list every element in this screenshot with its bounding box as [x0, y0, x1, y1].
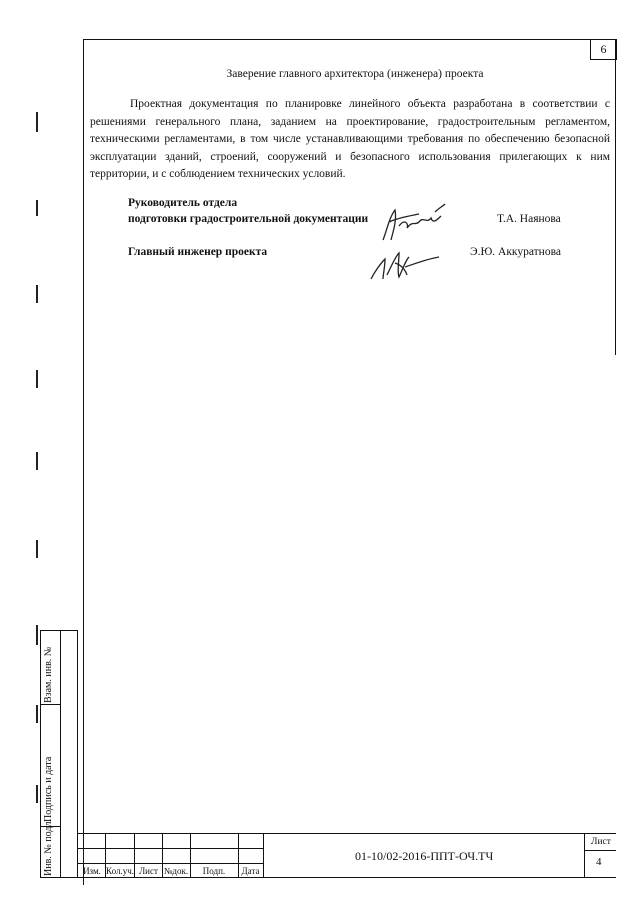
col-kolvo: Кол.уч.: [106, 866, 134, 876]
frame-gap: [614, 355, 618, 895]
signature-1: [375, 200, 455, 248]
signature-2: [365, 245, 445, 285]
binding-mark: [36, 785, 38, 803]
page-number: 6: [590, 39, 617, 60]
doc-code: 01-10/02-2016-ППТ-ОЧ.ТЧ: [355, 849, 494, 863]
role1-line2: подготовки градостроительной документации: [128, 213, 369, 225]
col-ndok: №док.: [163, 866, 189, 876]
document-title: Заверение главного архитектора (инженера) проекта: [226, 68, 484, 80]
name1: Т.А. Наянова: [497, 213, 561, 225]
col-podp: Подп.: [202, 866, 226, 876]
binding-mark: [36, 452, 38, 470]
side-label-vzam: Взам. инв. №: [43, 646, 54, 703]
binding-mark: [36, 200, 38, 216]
binding-mark: [36, 112, 38, 132]
binding-mark: [36, 625, 38, 645]
col-list: Лист: [139, 866, 158, 876]
role2: Главный инженер проекта: [128, 246, 268, 258]
side-label-inv: Инв. № подл.: [43, 819, 54, 876]
binding-mark: [36, 370, 38, 388]
sheet-label: Лист: [591, 837, 611, 847]
sheet-number: 4: [596, 856, 602, 868]
binding-mark: [36, 285, 38, 303]
body-paragraph: Проектная документация по планировке линейного объекта разработана в соответствии с решениями генерального плана, заданием на проектирование, градостроительным регламентом, техническими регламентами, в том числе устанавливающими требования по обеспечению безопасной эксплуатации зданий, строений, сооружений и безопасного использования прилегающих к ним территории, и с соблюдением технических условий.: [90, 98, 610, 180]
col-izm: Изм.: [83, 866, 101, 876]
side-divider: [60, 631, 61, 877]
binding-mark: [36, 540, 38, 558]
side-label-podpis: Подпись и дата: [43, 756, 54, 822]
name2: Э.Ю. Аккуратнова: [470, 246, 561, 258]
col-data: Дата: [241, 866, 260, 876]
binding-mark: [36, 705, 38, 723]
role1-line1: Руководитель отдела: [128, 197, 238, 209]
